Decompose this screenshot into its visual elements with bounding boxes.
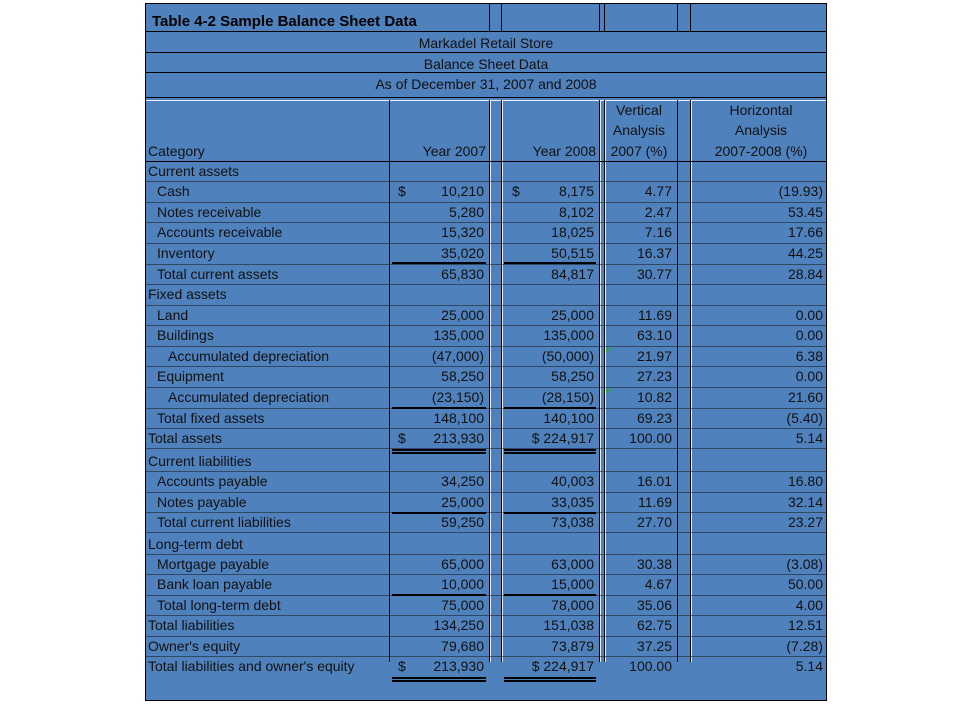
double-underline-total-liabilities-equity-2008: [504, 677, 596, 679]
value-2008: 84,817: [551, 266, 594, 282]
table-title: Table 4-2 Sample Balance Sheet Data: [152, 13, 417, 30]
horizontal-analysis-value: 5.14: [795, 658, 823, 674]
value-2007: 135,000: [433, 327, 484, 343]
row-label: Bank loan payable: [157, 576, 273, 592]
value-2007: 10,210: [441, 183, 484, 199]
row-label: Cash: [157, 183, 190, 199]
row-label: Notes receivable: [157, 204, 262, 220]
row-label: Current assets: [148, 163, 240, 179]
value-2007: 25,000: [441, 307, 484, 323]
row-label: Total fixed assets: [157, 410, 265, 426]
column-highlight-line: [605, 100, 606, 662]
second-underline-total-le-2007: [392, 680, 486, 682]
row-separator-line: [146, 305, 826, 306]
company-name: Markadel Retail Store: [418, 35, 554, 51]
comment-indicator-icon: [606, 389, 611, 394]
title-row-column-line: [599, 4, 600, 31]
horizontal-analysis-value: 44.25: [787, 245, 823, 261]
vertical-analysis-value: 27.70: [636, 514, 672, 530]
value-2008: 25,000: [551, 307, 594, 323]
column-highlight-line: [691, 100, 692, 662]
vertical-analysis-value: 100.00: [629, 658, 672, 674]
row-separator-line: [146, 492, 826, 493]
value-2007: 213,930: [433, 430, 484, 446]
header-separator-line: [146, 31, 826, 32]
header-bottom-line: [146, 161, 826, 162]
row-separator-line: [146, 448, 826, 449]
row-separator-line: [146, 554, 826, 555]
horizontal-analysis-value: 12.51: [787, 617, 823, 633]
underline-inventory-2008: [504, 262, 596, 264]
value-2008: 63,000: [551, 556, 594, 572]
row-separator-line: [146, 346, 826, 347]
title-row-column-line: [489, 4, 490, 31]
header-separator-line-light: [146, 100, 826, 101]
column-header-vertical-1: Vertical: [616, 102, 662, 118]
row-label: Total current assets: [157, 266, 279, 282]
vertical-analysis-value: 10.82: [636, 389, 672, 405]
value-2007: 25,000: [441, 494, 484, 510]
header-separator-line: [146, 72, 826, 73]
row-separator-line: [146, 243, 826, 244]
title-row-column-line: [501, 4, 502, 31]
row-label: Total liabilities: [148, 617, 235, 633]
horizontal-analysis-value: 50.00: [787, 576, 823, 592]
currency-symbol-2007: $: [398, 430, 406, 446]
row-separator-line: [146, 532, 826, 533]
row-label: Notes payable: [157, 494, 247, 510]
value-2008: 135,000: [543, 327, 594, 343]
row-separator-line: [146, 202, 826, 203]
vertical-analysis-value: 37.25: [636, 638, 672, 654]
vertical-analysis-value: 11.69: [638, 494, 672, 510]
value-2008: 8,175: [558, 183, 594, 199]
second-underline-total-le-2008: [504, 680, 596, 682]
column-highlight-line: [490, 100, 491, 662]
column-header-2007: Year 2007: [422, 143, 486, 159]
title-row-column-line: [677, 4, 678, 31]
value-2008: 151,038: [543, 617, 594, 633]
underline-accum-dep-2008: [504, 407, 596, 409]
row-label: Owner's equity: [148, 638, 241, 654]
value-2008: 8,102: [558, 204, 594, 220]
horizontal-analysis-value: 21.60: [787, 389, 823, 405]
vertical-analysis-value: 30.77: [636, 266, 672, 282]
value-2007: 75,000: [441, 597, 484, 613]
horizontal-analysis-value: 4.00: [795, 597, 823, 613]
underline-bank-loan-2007: [392, 594, 486, 596]
value-2007: 59,250: [441, 514, 484, 530]
currency-symbol-2007: $: [398, 183, 406, 199]
column-header-2008: Year 2008: [532, 143, 596, 159]
value-2008: $ 224,917: [531, 658, 594, 674]
vertical-analysis-value: 11.69: [638, 307, 672, 323]
column-header-horizontal-2: Analysis: [734, 122, 788, 138]
row-separator-line: [146, 264, 826, 265]
row-separator-line: [146, 366, 826, 367]
column-header-horizontal-1: Horizontal: [729, 102, 793, 118]
vertical-analysis-value: 4.77: [644, 183, 672, 199]
value-2007: 65,830: [441, 266, 484, 282]
row-separator-line: [146, 222, 826, 223]
balance-sheet-table: [145, 3, 827, 701]
column-header-category: Category: [148, 143, 205, 159]
double-underline-total-assets-2007: [392, 449, 486, 451]
vertical-analysis-value: 69.23: [636, 410, 672, 426]
value-2007: 34,250: [441, 473, 484, 489]
row-separator-line: [146, 615, 826, 616]
vertical-analysis-value: 16.01: [636, 473, 672, 489]
value-2007: 213,930: [433, 658, 484, 674]
row-separator-line: [146, 471, 826, 472]
row-separator-line: [146, 284, 826, 285]
row-separator-line: [146, 325, 826, 326]
value-2007: 10,000: [441, 576, 484, 592]
row-label: Land: [157, 307, 189, 323]
value-2007: 65,000: [441, 556, 484, 572]
underline-inventory-2007: [392, 262, 486, 264]
value-2008: 18,025: [551, 224, 594, 240]
row-separator-line: [146, 428, 826, 429]
row-separator-line: [146, 636, 826, 637]
value-2008: 50,515: [551, 245, 594, 261]
row-label: Total current liabilities: [157, 514, 291, 530]
value-2008: 140,100: [543, 410, 594, 426]
horizontal-analysis-value: (5.40): [786, 410, 823, 426]
value-2008: $ 224,917: [531, 430, 594, 446]
second-underline-total-assets-2007: [392, 452, 486, 454]
column-header-vertical-2: Analysis: [612, 122, 666, 138]
column-border-line: [389, 100, 390, 662]
row-label: Accumulated depreciation: [168, 348, 330, 364]
value-2007: 134,250: [433, 617, 484, 633]
horizontal-analysis-value: (3.08): [786, 556, 823, 572]
column-header-horizontal-3: 2007-2008 (%): [714, 143, 808, 159]
horizontal-analysis-value: (19.93): [778, 183, 823, 199]
value-2008: 73,038: [551, 514, 594, 530]
row-label: Buildings: [157, 327, 214, 343]
vertical-analysis-value: 62.75: [636, 617, 672, 633]
vertical-analysis-value: 30.38: [636, 556, 672, 572]
row-label: Equipment: [157, 368, 224, 384]
currency-symbol-2007: $: [398, 658, 406, 674]
row-separator-line: [146, 574, 826, 575]
value-2007: 15,320: [441, 224, 484, 240]
horizontal-analysis-value: 5.14: [795, 430, 823, 446]
row-separator-line: [146, 387, 826, 388]
double-underline-total-assets-2008: [504, 449, 596, 451]
title-row-column-line: [690, 4, 691, 31]
value-2008: (50,000): [541, 348, 594, 364]
value-2007: 5,280: [448, 204, 484, 220]
header-separator-line: [146, 52, 826, 53]
underline-notes-payable-2007: [392, 512, 486, 514]
date-line: As of December 31, 2007 and 2008: [375, 76, 597, 92]
row-separator-line: [146, 656, 826, 657]
column-highlight-line: [502, 100, 503, 662]
value-2008: 40,003: [551, 473, 594, 489]
vertical-analysis-value: 21.97: [636, 348, 672, 364]
row-separator-line: [146, 595, 826, 596]
value-2008: (28,150): [541, 389, 594, 405]
double-underline-total-liabilities-equity-2007: [392, 677, 486, 679]
vertical-analysis-value: 35.06: [636, 597, 672, 613]
row-label: Total assets: [148, 430, 222, 446]
vertical-analysis-value: 27.23: [636, 368, 672, 384]
column-border-line: [677, 100, 678, 662]
second-underline-total-assets-2008: [504, 452, 596, 454]
value-2007: (23,150): [431, 389, 484, 405]
row-label: Current liabilities: [148, 453, 252, 469]
row-label: Accounts receivable: [157, 224, 283, 240]
horizontal-analysis-value: (7.28): [786, 638, 823, 654]
horizontal-analysis-value: 16.80: [787, 473, 823, 489]
row-label: Inventory: [157, 245, 215, 261]
value-2007: 58,250: [441, 368, 484, 384]
vertical-analysis-value: 4.67: [644, 576, 672, 592]
table-subtitle: Balance Sheet Data: [423, 56, 549, 72]
row-label: Mortgage payable: [157, 556, 270, 572]
value-2008: 33,035: [551, 494, 594, 510]
horizontal-analysis-value: 0.00: [795, 327, 823, 343]
row-label: Accounts payable: [157, 473, 268, 489]
value-2007: 148,100: [433, 410, 484, 426]
value-2008: 58,250: [551, 368, 594, 384]
header-separator-line: [146, 97, 826, 98]
vertical-analysis-value: 63.10: [636, 327, 672, 343]
value-2008: 73,879: [551, 638, 594, 654]
row-label: Total long-term debt: [157, 597, 281, 613]
horizontal-analysis-value: 32.14: [787, 494, 823, 510]
horizontal-analysis-value: 23.27: [787, 514, 823, 530]
title-row-column-line: [604, 4, 605, 31]
row-separator-line: [146, 181, 826, 182]
horizontal-analysis-value: 17.66: [787, 224, 823, 240]
vertical-analysis-value: 7.16: [644, 224, 672, 240]
underline-notes-payable-2008: [504, 512, 596, 514]
value-2008: 78,000: [551, 597, 594, 613]
row-separator-line: [146, 512, 826, 513]
value-2007: 35,020: [441, 245, 484, 261]
column-highlight-line: [600, 100, 601, 662]
row-label: Fixed assets: [148, 286, 227, 302]
horizontal-analysis-value: 0.00: [795, 368, 823, 384]
comment-indicator-icon: [606, 348, 611, 353]
value-2007: (47,000): [431, 348, 484, 364]
currency-symbol-2008: $: [512, 183, 520, 199]
horizontal-analysis-value: 6.38: [795, 348, 823, 364]
vertical-analysis-value: 2.47: [644, 204, 672, 220]
horizontal-analysis-value: 53.45: [787, 204, 823, 220]
vertical-analysis-value: 16.37: [636, 245, 672, 261]
underline-accum-dep-2007: [392, 407, 486, 409]
row-label: Long-term debt: [148, 536, 243, 552]
row-separator-line: [146, 408, 826, 409]
vertical-analysis-value: 100.00: [629, 430, 672, 446]
column-header-vertical-3: 2007 (%): [610, 143, 668, 159]
horizontal-analysis-value: 28.84: [787, 266, 823, 282]
value-2007: 79,680: [441, 638, 484, 654]
row-label: Total liabilities and owner's equity: [148, 658, 355, 674]
underline-bank-loan-2008: [504, 594, 596, 596]
value-2008: 15,000: [551, 576, 594, 592]
horizontal-analysis-value: 0.00: [795, 307, 823, 323]
row-label: Accumulated depreciation: [168, 389, 330, 405]
